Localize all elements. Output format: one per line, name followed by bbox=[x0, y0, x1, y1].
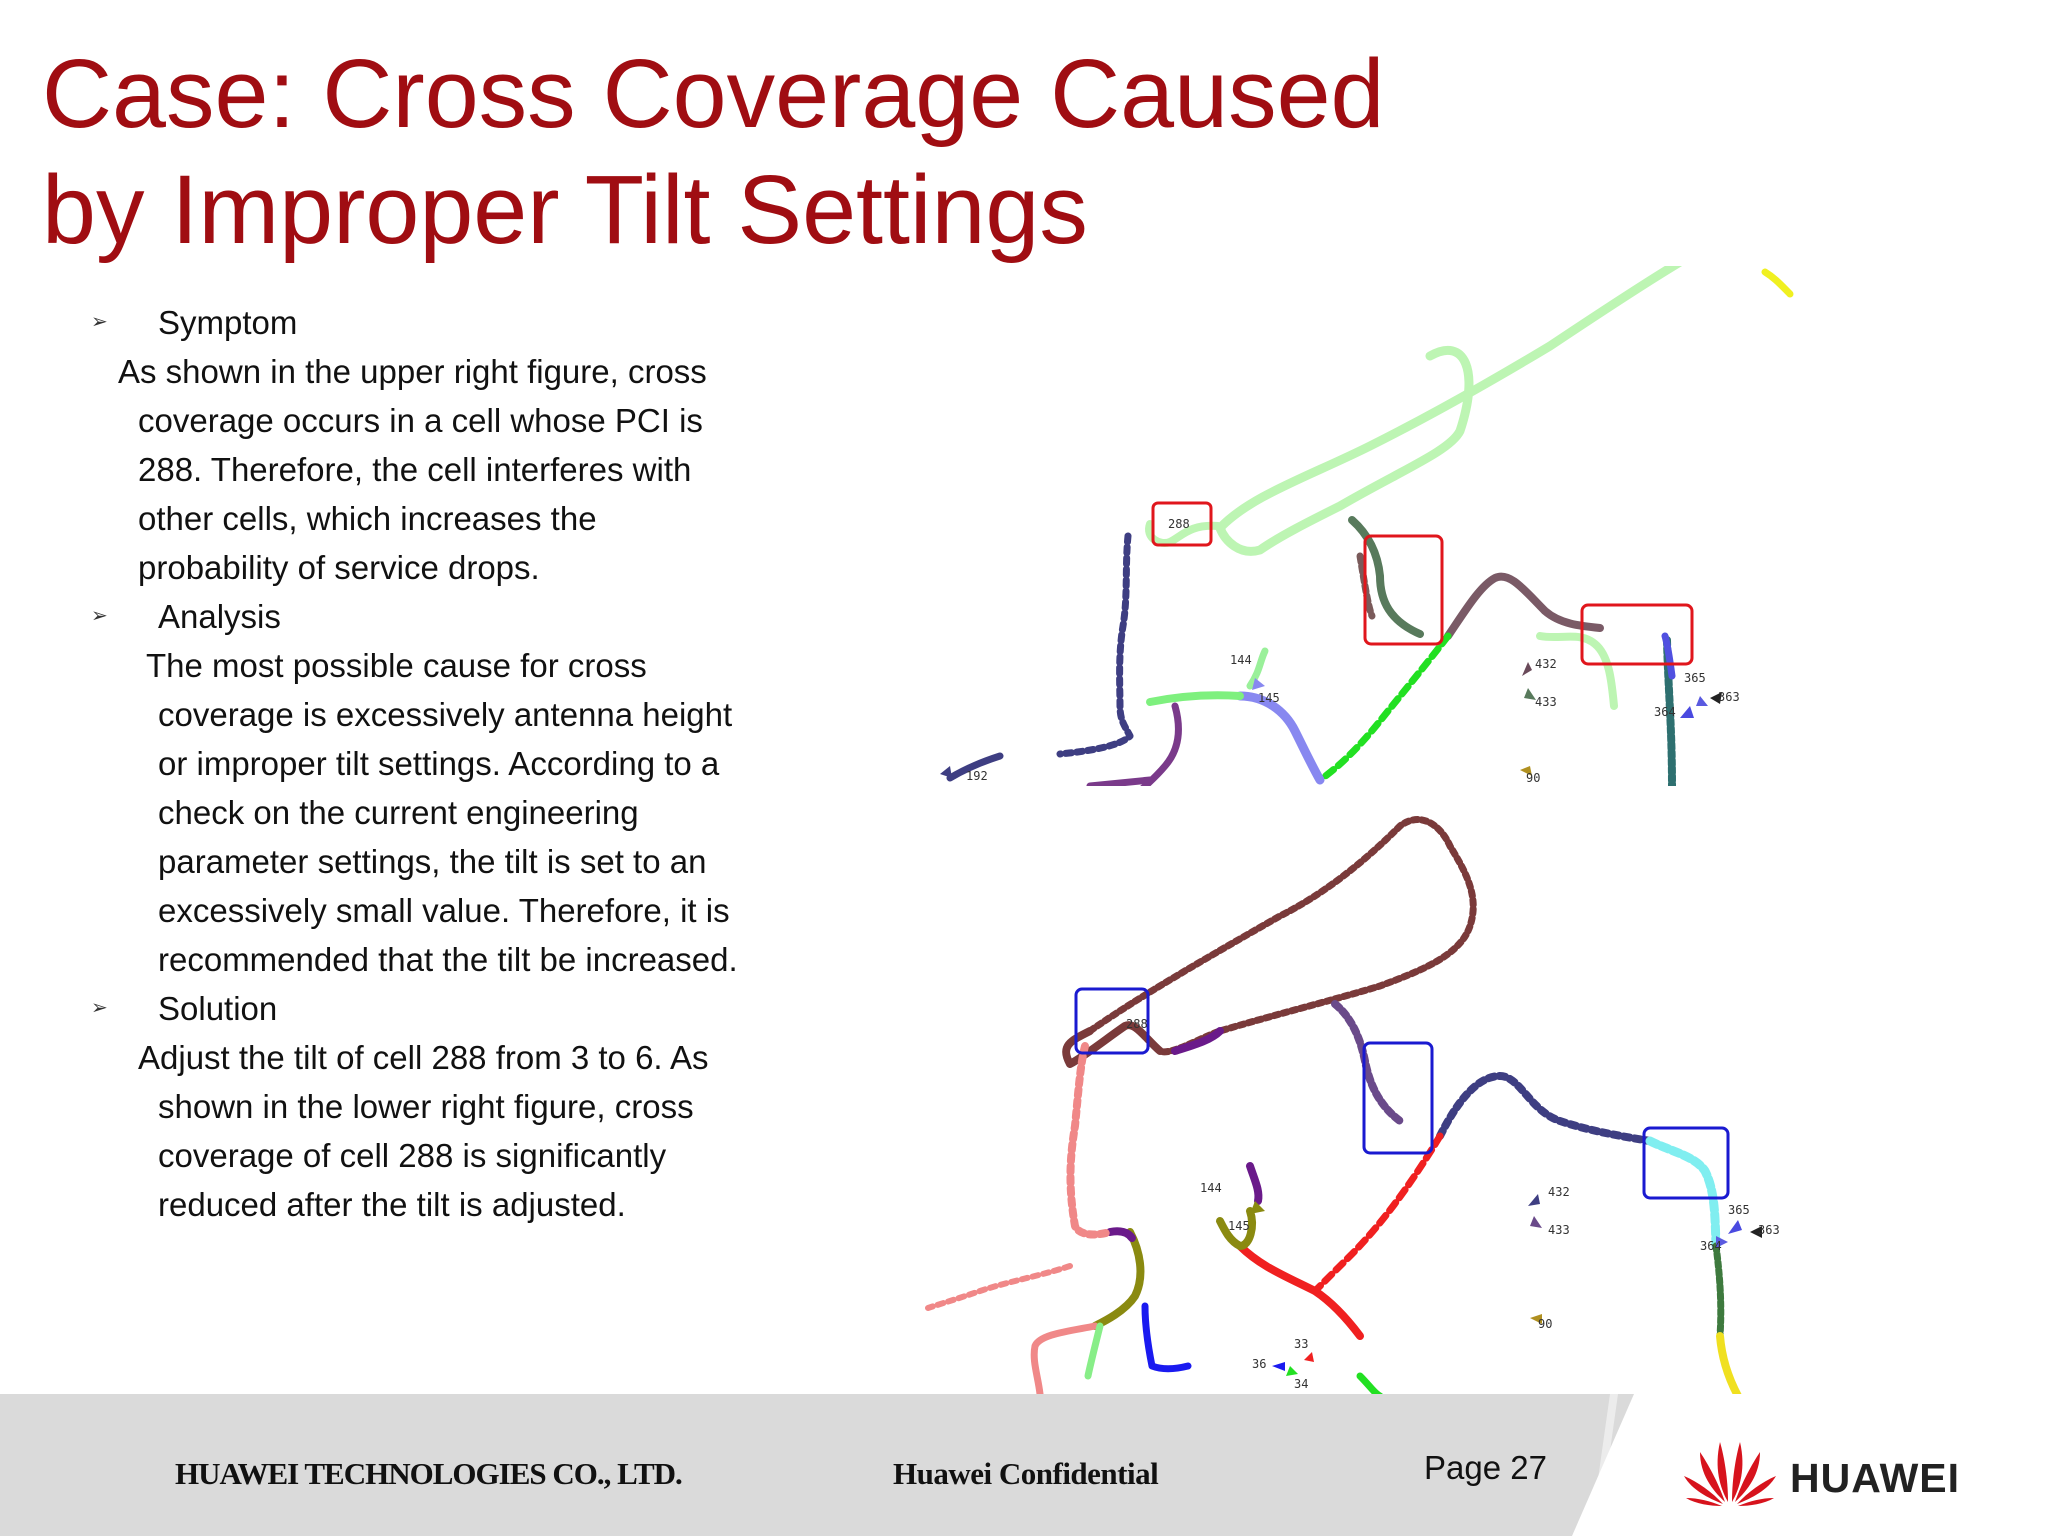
bullet-analysis bbox=[85, 592, 805, 641]
analysis-heading: Analysis bbox=[158, 598, 281, 635]
cell-label-144: 144 bbox=[1200, 1181, 1222, 1195]
cell-label-365: 365 bbox=[1684, 671, 1706, 685]
cell-label-363: 363 bbox=[1718, 690, 1740, 704]
drive-route-cyan bbox=[1650, 1141, 1716, 1246]
cell-label-145: 145 bbox=[1228, 1219, 1250, 1233]
analysis-text: The most possible cause for cross coverage is excessively antenna height or improper tilt settings. According to a check on the current engineering parameter settings, the tilt is set to an excessively small value. Therefore, it is recommended that the tilt be increased. bbox=[146, 647, 738, 978]
cell-label-364: 364 bbox=[1654, 705, 1676, 719]
drive-route-navy bbox=[1060, 536, 1130, 754]
drive-route-salmon bbox=[1070, 1046, 1110, 1234]
drive-route-green bbox=[1360, 1376, 1380, 1396]
bullet-solution bbox=[85, 984, 805, 1033]
cell-label-192: 192 bbox=[966, 769, 988, 783]
drive-route-cell-288 bbox=[1220, 266, 1680, 528]
cell-label-36: 36 bbox=[1252, 1357, 1267, 1371]
highlight-box bbox=[1644, 1128, 1728, 1198]
page-number: Page 27 bbox=[1424, 1449, 1547, 1486]
arrow-bullet-icon: ➢ bbox=[91, 997, 108, 1019]
bullet-symptom bbox=[85, 298, 805, 347]
highlight-box bbox=[1582, 605, 1692, 664]
drive-route-plum bbox=[1335, 1004, 1400, 1121]
confidentiality-label: Huawei Confidential bbox=[893, 1456, 1159, 1491]
drive-route-blue bbox=[1145, 1306, 1188, 1369]
sector-marker bbox=[1680, 706, 1694, 718]
sector-marker bbox=[1522, 662, 1532, 676]
cell-label-288: 288 bbox=[1168, 517, 1190, 531]
slide-title-line-2: by Improper Tilt Settings bbox=[42, 155, 1088, 264]
slide-title bbox=[42, 36, 1462, 268]
solution-heading: Solution bbox=[158, 990, 278, 1027]
drive-route-green bbox=[1320, 636, 1448, 780]
drive-route-yellow bbox=[1720, 1336, 1738, 1396]
sector-marker bbox=[1528, 1194, 1540, 1206]
drive-route-cell-288 bbox=[1220, 350, 1469, 551]
drive-route-periwinkle bbox=[1240, 696, 1320, 780]
slide-body bbox=[85, 298, 805, 1229]
huawei-logo-icon bbox=[1680, 1428, 1780, 1513]
sector-marker bbox=[1286, 1366, 1298, 1376]
cell-label-363: 363 bbox=[1758, 1223, 1780, 1237]
cell-label-432: 432 bbox=[1548, 1185, 1570, 1199]
sector-marker bbox=[1272, 1362, 1285, 1371]
drive-route-red bbox=[1315, 1136, 1440, 1291]
drive-route-lightgreen bbox=[1150, 695, 1240, 702]
drive-route-salmon bbox=[1034, 1326, 1095, 1394]
arrow-bullet-icon: ➢ bbox=[91, 605, 108, 627]
drive-route-purple bbox=[1090, 780, 1150, 786]
sector-marker bbox=[1530, 1216, 1542, 1228]
sector-marker bbox=[1696, 696, 1708, 706]
cell-label-364: 364 bbox=[1700, 1239, 1722, 1253]
cell-label-90: 90 bbox=[1526, 771, 1541, 785]
drive-route-yellow bbox=[1765, 272, 1790, 294]
drive-route-mauve bbox=[1448, 577, 1600, 636]
sector-marker bbox=[1304, 1352, 1314, 1362]
cell-label-33: 33 bbox=[1294, 1337, 1309, 1351]
arrow-bullet-icon: ➢ bbox=[91, 311, 108, 333]
cell-label-34: 34 bbox=[1294, 1377, 1309, 1391]
drive-route-salmon bbox=[928, 1266, 1070, 1308]
cell-label-365: 365 bbox=[1728, 1203, 1750, 1217]
company-name: HUAWEI TECHNOLOGIES CO., LTD. bbox=[175, 1456, 682, 1491]
drive-route-green bbox=[1088, 1326, 1100, 1376]
cell-label-145: 145 bbox=[1258, 691, 1280, 705]
sector-marker bbox=[940, 766, 952, 778]
cell-label-144: 144 bbox=[1230, 653, 1252, 667]
cell-label-288: 288 bbox=[1126, 1017, 1148, 1031]
brand-name: HUAWEI bbox=[1790, 1455, 1960, 1501]
cell-label-433: 433 bbox=[1548, 1223, 1570, 1237]
upper-coverage-map bbox=[920, 266, 1800, 786]
lower-coverage-map bbox=[920, 806, 1800, 1396]
solution-text: Adjust the tilt of cell 288 from 3 to 6. As shown in the lower right figure, cross coverage of cell 288 is significantly reduced after the tilt is adjusted. bbox=[138, 1039, 709, 1223]
drive-route-purple bbox=[1110, 1231, 1132, 1238]
drive-route-purple bbox=[1250, 1166, 1258, 1201]
symptom-heading: Symptom bbox=[158, 304, 298, 341]
cell-label-433: 433 bbox=[1535, 695, 1557, 709]
drive-route-purple bbox=[1175, 1031, 1220, 1051]
slide-title-line-1: Case: Cross Coverage Caused bbox=[42, 39, 1385, 148]
drive-route-purple bbox=[1140, 706, 1178, 786]
drive-route-navy bbox=[1440, 1076, 1650, 1141]
cell-label-90: 90 bbox=[1538, 1317, 1553, 1331]
sector-marker bbox=[1728, 1220, 1742, 1234]
symptom-text: As shown in the upper right figure, cross coverage occurs in a cell whose PCI is 288. Therefore, the cell interferes with other cells, which increases the probability of service drops. bbox=[118, 353, 707, 586]
cell-label-432: 432 bbox=[1535, 657, 1557, 671]
drive-route-red bbox=[1240, 1246, 1360, 1336]
drive-route-olive bbox=[1095, 1232, 1140, 1326]
drive-route-darkgreen bbox=[1716, 1246, 1721, 1336]
